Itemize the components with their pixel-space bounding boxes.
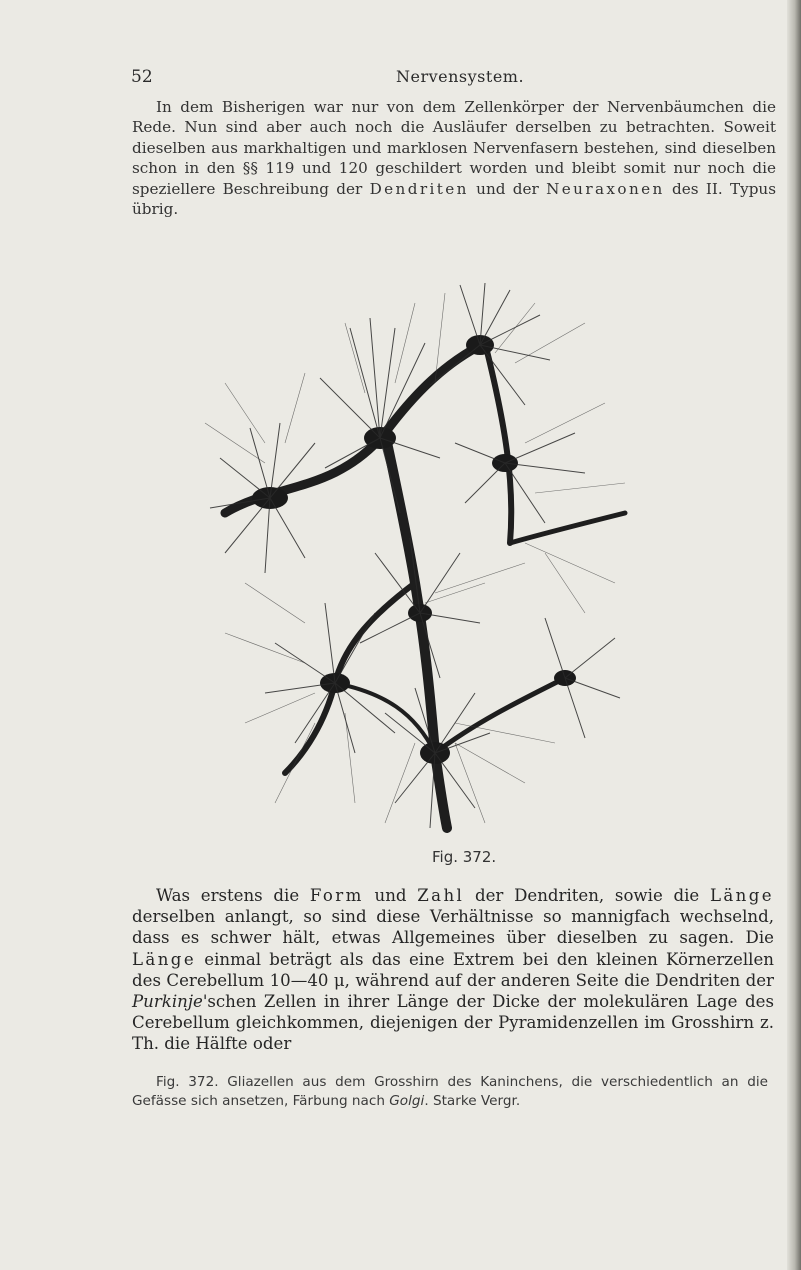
term-neuraxonen: Neuraxonen xyxy=(546,179,665,198)
paragraph-text: In dem Bisherigen war nur von dem Zellenkörper der Nervenbäumchen die Rede. Nun sind aber auch noch die Ausläufer derselben zu betrachten. Soweit dieselben aus markhaltigen und marklosen Nervenfasern bestehen, sind dieselben schon in den §§ 119 und 120 geschildert worden und bleibt somit nur noch die speziellere Beschreibung der xyxy=(132,98,776,198)
paragraph-text: und der xyxy=(468,179,547,198)
term-dendriten: Dendriten xyxy=(369,179,469,198)
term-laenge: Länge xyxy=(709,886,775,905)
paragraph-text: der Dendriten, sowie die xyxy=(464,886,710,905)
paragraph-text: Was erstens die xyxy=(156,886,310,905)
figure-label: Fig. 372. xyxy=(432,848,497,866)
running-title: Nervensystem. xyxy=(396,67,525,86)
page-edge-shadow xyxy=(787,0,801,1270)
term-zahl: Zahl xyxy=(417,886,465,905)
figure-glia-cells-illustration xyxy=(185,283,655,843)
paragraph-text: des II. Typus übrig. xyxy=(132,179,776,219)
caption-text: . Starke Vergr. xyxy=(424,1093,521,1109)
paragraph-text: einmal beträgt als das eine Extrem bei den kleinen Körnerzellen des Cerebellum 10—40 μ, während auf der anderen Seite die Dendriten der xyxy=(132,949,774,990)
paragraph-intro xyxy=(132,97,776,219)
paragraph-text: 'schen Zellen in ihrer Länge der Dicke der molekulären Lage des Cerebellum gleichkommen, diejenigen der Pyramidenzellen im Grosshirn z. Th. die Hälfte oder xyxy=(132,992,774,1054)
paragraph-text: und xyxy=(363,886,418,905)
name-purkinje: Purkinje xyxy=(132,992,203,1012)
paragraph-text: derselben anlangt, so sind diese Verhältnisse so mannigfach wechselnd, dass es schwer hält, etwas Allgemeines über dieselben zu sagen. Die xyxy=(132,907,774,948)
paragraph-dendrites xyxy=(132,885,774,1055)
caption-text: Fig. 372. Gliazellen aus dem Grosshirn des Kaninchens, die verschiedentlich an die Gefässe sich ansetzen, Färbung nach xyxy=(132,1074,768,1109)
name-golgi: Golgi xyxy=(389,1093,425,1109)
page-number: 52 xyxy=(131,67,153,87)
term-form: Form xyxy=(309,886,364,905)
figure-caption xyxy=(132,1073,768,1111)
term-laenge-2: Länge xyxy=(132,949,197,969)
